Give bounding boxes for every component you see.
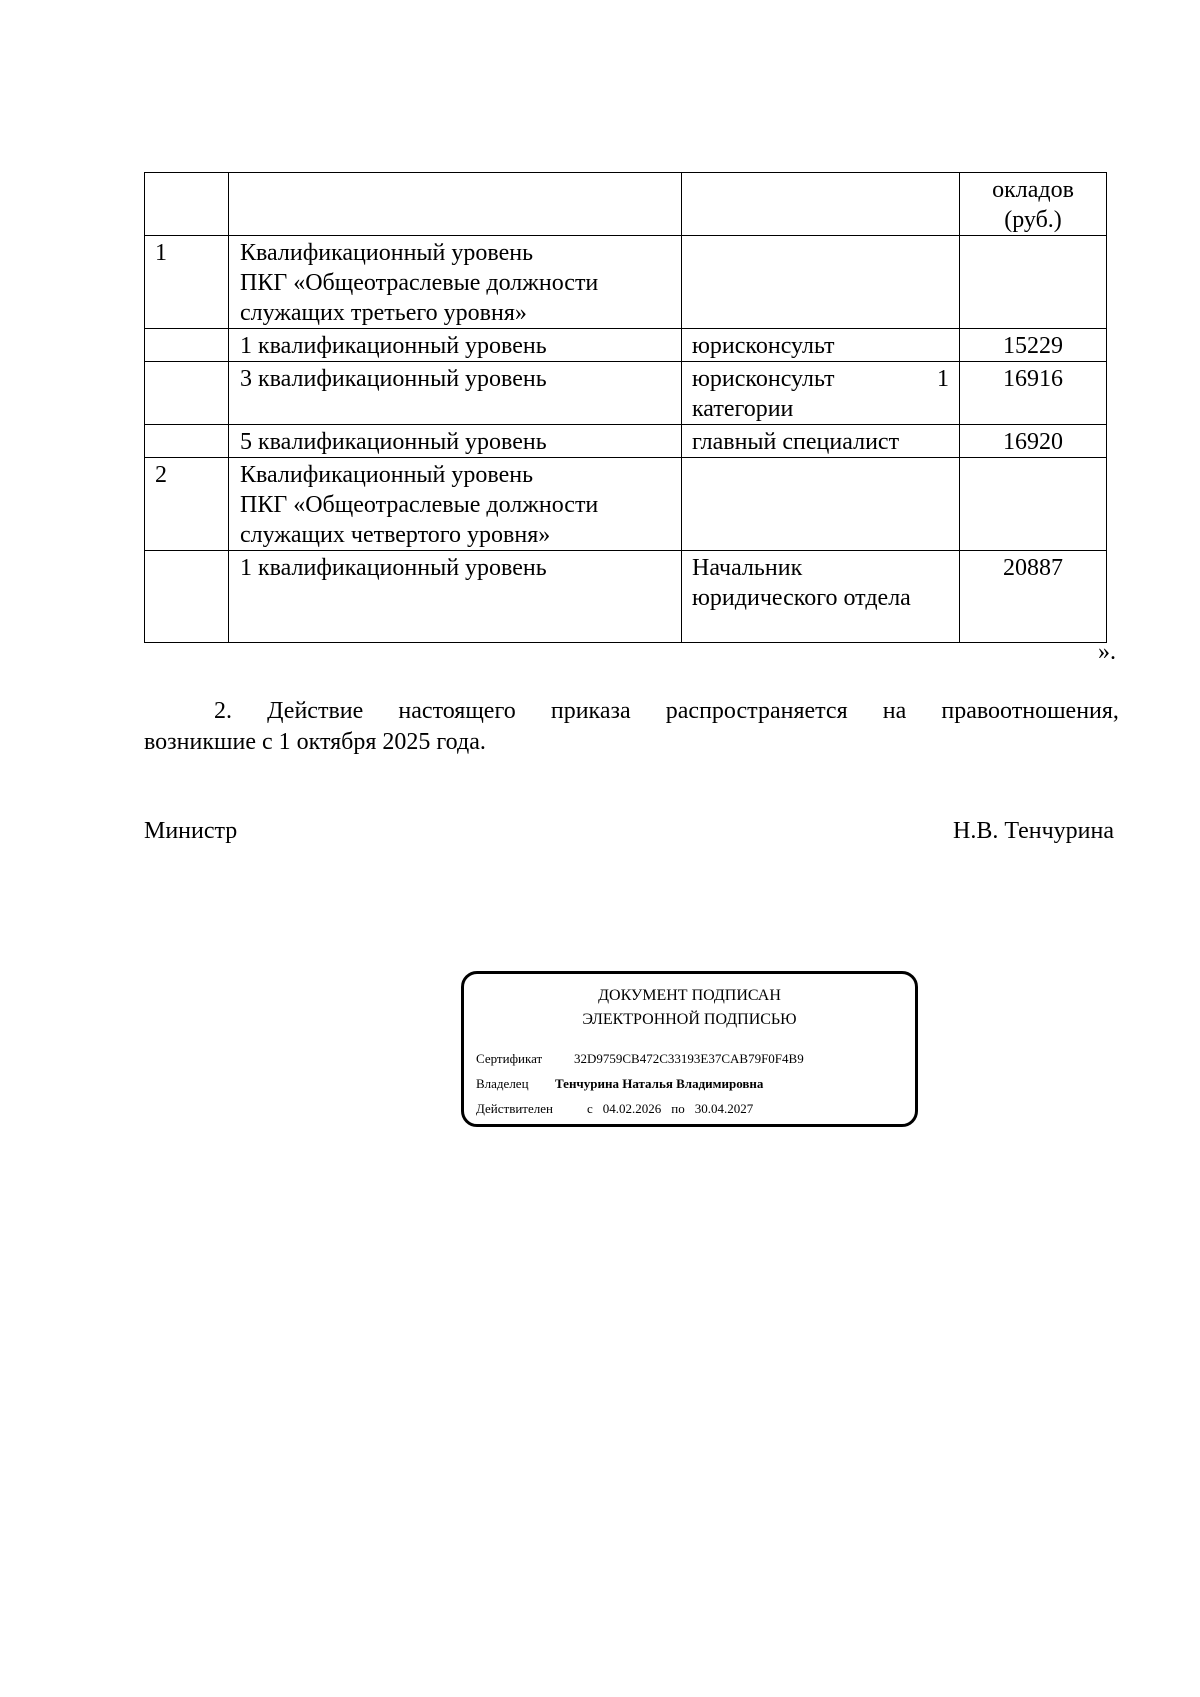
- position-title-line: юридического отдела: [692, 585, 911, 611]
- row-number-cell: [145, 551, 229, 643]
- signer-name: Н.В. Тенчурина: [953, 818, 1114, 844]
- group-title-line: служащих третьего уровня»: [240, 300, 527, 326]
- position-title-line: [692, 364, 949, 394]
- qualification-level: 3 квалификационный уровень: [229, 362, 682, 425]
- qualification-level: 1 квалификационный уровень: [229, 551, 682, 643]
- group-position-cell: [682, 236, 960, 329]
- row-number-cell: [145, 425, 229, 458]
- group-title-line: Квалификационный уровень: [240, 462, 534, 488]
- salary-value: 20887: [960, 551, 1107, 643]
- position-title-word: юрисконсульт: [692, 366, 835, 392]
- row-number-cell: [145, 362, 229, 425]
- validity-label: Действителен: [476, 1101, 553, 1116]
- stamp-title: [464, 984, 915, 1032]
- salary-value: 15229: [960, 329, 1107, 362]
- group-title-line: Квалификационный уровень: [240, 240, 534, 266]
- validity-to-date: 30.04.2027: [694, 1101, 754, 1116]
- paragraph-word: на: [882, 698, 907, 724]
- paragraph-word: настоящего: [398, 698, 516, 724]
- validity-from-date: 04.02.2026: [602, 1101, 662, 1116]
- certificate-value: 32D9759CB472C33193E37CAB79F0F4B9: [574, 1051, 804, 1066]
- effective-date-paragraph: [144, 696, 1119, 758]
- table-header-row: [145, 173, 1107, 236]
- row-number-cell: [145, 329, 229, 362]
- stamp-title-line: ЭЛЕКТРОННОЙ ПОДПИСЬЮ: [582, 1011, 797, 1028]
- group-title-line: ПКГ «Общеотраслевые должности: [240, 270, 599, 296]
- validity-from-prefix: с: [587, 1101, 593, 1116]
- validity-to-prefix: по: [671, 1101, 685, 1116]
- table-row: [145, 236, 1107, 329]
- signer-role: Министр: [144, 818, 238, 844]
- salary-value: 16920: [960, 425, 1107, 458]
- header-salary-line2: (руб.): [1004, 207, 1062, 233]
- group-number: 2: [145, 458, 229, 551]
- position-title: [682, 551, 960, 643]
- electronic-signature-stamp: [461, 971, 918, 1127]
- qualification-level: 1 квалификационный уровень: [229, 329, 682, 362]
- owner-value: Тенчурина Наталья Владимировна: [555, 1076, 764, 1091]
- header-salary-line1: окладов: [992, 177, 1074, 203]
- qualification-level: 5 квалификационный уровень: [229, 425, 682, 458]
- certificate-label: Сертификат: [476, 1051, 543, 1066]
- salary-value: 16916: [960, 362, 1107, 425]
- position-title: юрисконсульт: [682, 329, 960, 362]
- group-salary-cell: [960, 236, 1107, 329]
- stamp-certificate-row: [476, 1050, 804, 1068]
- paragraph-word: Действие: [267, 698, 364, 724]
- group-position-cell: [682, 458, 960, 551]
- table-row: [145, 425, 1107, 458]
- stamp-title-line: ДОКУМЕНТ ПОДПИСАН: [598, 987, 781, 1004]
- paragraph-word: 2.: [214, 698, 232, 724]
- paragraph-word: правоотношения,: [941, 698, 1119, 724]
- position-title-line: категории: [692, 396, 794, 422]
- stamp-owner-row: [476, 1075, 763, 1093]
- group-number: 1: [145, 236, 229, 329]
- position-title-word: 1: [937, 366, 949, 392]
- table-row: [145, 329, 1107, 362]
- table-row: [145, 362, 1107, 425]
- stamp-validity-row: [476, 1100, 753, 1118]
- paragraph-line: [144, 696, 1119, 727]
- position-title: [682, 362, 960, 425]
- paragraph-line: возникшие с 1 октября 2025 года.: [144, 729, 486, 755]
- table-row: [145, 458, 1107, 551]
- position-title-line: Начальник: [692, 555, 803, 581]
- group-title-line: служащих четвертого уровня»: [240, 522, 551, 548]
- owner-label: Владелец: [476, 1076, 529, 1091]
- header-salary-cell: [960, 173, 1107, 236]
- header-position-cell: [682, 173, 960, 236]
- paragraph-word: приказа: [550, 698, 631, 724]
- table-row: [145, 551, 1107, 643]
- paragraph-word: распространяется: [665, 698, 848, 724]
- group-title: [229, 236, 682, 329]
- closing-quote: ».: [1098, 639, 1116, 665]
- salary-table: [144, 172, 1107, 643]
- position-title: главный специалист: [682, 425, 960, 458]
- group-title: [229, 458, 682, 551]
- header-number-cell: [145, 173, 229, 236]
- header-name-cell: [229, 173, 682, 236]
- group-title-line: ПКГ «Общеотраслевые должности: [240, 492, 599, 518]
- group-salary-cell: [960, 458, 1107, 551]
